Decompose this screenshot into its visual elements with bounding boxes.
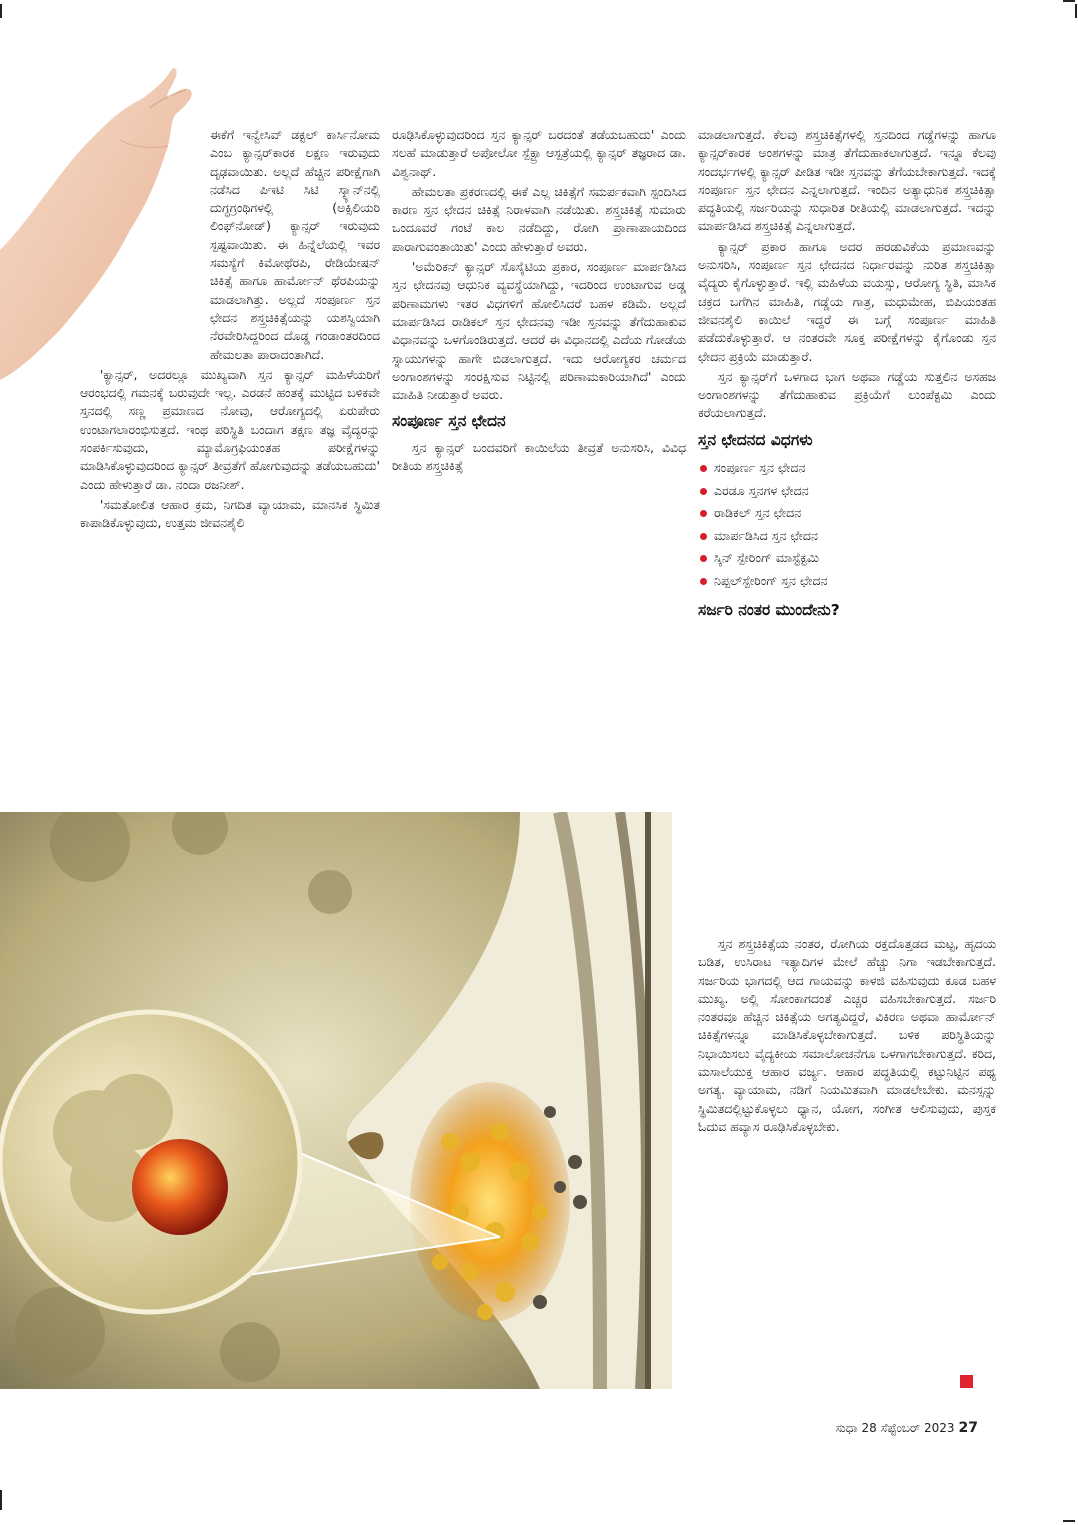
paragraph: ಸ್ತನ ಕ್ಯಾನ್ಸರ್ ಬಂದವರಿಗೆ ಕಾಯಿಲೆಯ ತೀವ್ರತೆ ಅನುಸರಿಸಿ, ವಿವಿಧ ರೀತಿಯ ಶಸ್ತ್ರಚಿಕಿತ್ಸೆ [392, 439, 686, 474]
section-heading: ಸರ್ಜರಿ ನಂತರ ಮುಂದೇನು? [698, 600, 840, 619]
list-item: ಮಾರ್ಪಡಿಸಿದ ಸ್ತನ ಛೇದನ [698, 525, 996, 548]
crop-mark [1063, 1520, 1075, 1522]
paragraph: ಈಕೆಗೆ ಇನ್ವೇಸಿವ್ ಡಕ್ಟಲ್ ಕಾರ್ಸಿನೋಮ ಎಂಬ ಕ್ಯಾನ್ಸರ್‌ಕಾರಕ ಲಕ್ಷಣ ಇರುವುದು ದೃಢವಾಯಿತು. ಅಲ್ಲದೆ ಹೆಚ್ಚಿನ ಪರೀಕ್ಷೆಗಾಗಿ ನಡೆಸಿದ ಪಿಇಟಿ ಸಿಟಿ ಸ್ಕ್ಯಾನ್‌ನಲ್ಲಿ ದುಗ್ಧಗ್ರಂಥಿಗಳಲ್ಲಿ (ಅಕ್ಸಿಲಿಯರಿ ಲಿಂಫ್‌ನೋಡ್) ಕ್ಯಾನ್ಸರ್ ಇರುವುದು ಸ್ಪಷ್ಟವಾಯಿತು. ಈ ಹಿನ್ನೆಲೆಯಲ್ಲಿ ಇವರ ಸಮಸ್ಯೆಗೆ ಕಿಮೋಥೆರಪಿ, ರೇಡಿಯೇಷನ್ ಚಿಕಿತ್ಸೆ ಹಾಗೂ ಹಾರ್ಮೋನ್ ಥೆರಪಿಯನ್ನು ಮಾಡಲಾಗಿತ್ತು. ಅಲ್ಲದೆ ಸಂಪೂರ್ಣ ಸ್ತನ ಛೇದನ ಶಸ್ತ್ರಚಿಕಿತ್ಸೆಯನ್ನು ಯಶಸ್ವಿಯಾಗಿ ನೆರವೇರಿಸಿದ್ದರಿಂದ ದೊಡ್ಡ ಗಂಡಾಂತರದಿಂದ ಹೇಮಲತಾ ಪಾರಾದಂತಾಗಿದೆ. [210, 127, 380, 362]
section-heading: ಸಂಪೂರ್ಣ ಸ್ತನ ಛೇದನ [392, 412, 506, 431]
breast-cancer-illustration [0, 812, 672, 1389]
list-item: ಸಂಪೂರ್ಣ ಸ್ತನ ಛೇದನ [698, 457, 996, 480]
paragraph: ಹೇಮಲತಾ ಪ್ರಕರಣದಲ್ಲಿ ಈಕೆ ಎಲ್ಲ ಚಿಕಿತ್ಸೆಗೆ ಸಮರ್ಪಕವಾಗಿ ಸ್ಪಂದಿಸಿದ ಕಾರಣ ಸ್ತನ ಛೇದನ ಚಿಕಿತ್ಸೆ ನಿರಾಳವಾಗಿ ನಡೆಯಿತು. ಶಸ್ತ್ರಚಿಕಿತ್ಸೆ ಸುಮಾರು ಒಂದೂವರೆ ಗಂಟೆ ಕಾಲ ನಡೆದಿದ್ದು, ರೋಗಿ ಪ್ರಾಣಾಪಾಯದಿಂದ ಪಾರಾಗುವಂತಾಯಿತು' ಎಂದು ಹೇಳುತ್ತಾರೆ ಅವರು. [392, 183, 686, 254]
list-item: ನಿಪ್ಪಲ್‌ಸ್ಪೇರಿಂಗ್ ಸ್ತನ ಛೇದನ [698, 570, 996, 593]
paragraph: 'ಕ್ಯಾನ್ಸರ್, ಅದರಲ್ಲೂ ಮುಖ್ಯವಾಗಿ ಸ್ತನ ಕ್ಯಾನ್ಸರ್ ಮಹಿಳೆಯರಿಗೆ ಆರಂಭದಲ್ಲಿ ಗಮನಕ್ಕೆ ಬರುವುದೇ ಇಲ್ಲ. ಎರಡನೆ ಹಂತಕ್ಕೆ ಮುಟ್ಟಿದ ಬಳಿಕವೇ ಸ್ತನದಲ್ಲಿ ಸಣ್ಣ ಪ್ರಮಾಣದ ನೋವು, ಆರೋಗ್ಯದಲ್ಲಿ ಏರುಪೇರು ಉಂಟಾಗಲಾರಂಭಿಸುತ್ತದೆ. ಇಂಥ ಪರಿಸ್ಥಿತಿ ಬಂದಾಗ ತಕ್ಷಣ ತಜ್ಞ ವೈದ್ಯರನ್ನು ಸಂಪರ್ಕಿಸುವುದು, ಮ್ಯಾಮೊಗ್ರಫಿಯಂತಹ ಪರೀಕ್ಷೆಗಳನ್ನು ಮಾಡಿಸಿಕೊಳ್ಳುವುದರಿಂದ ಕ್ಯಾನ್ಸರ್ ತೀವ್ರತೆಗೆ ಹೋಗುವುದನ್ನು ತಡೆಯಬಹುದು' ಎಂದು ಹೇಳುತ್ತಾರೆ ಡಾ. ನಂದಾ ರಜನೀಶ್. [80, 366, 380, 492]
section-heading: ಸ್ತನ ಛೇದನದ ವಿಧಗಳು [698, 430, 813, 449]
paragraph: 'ಅಮೆರಿಕನ್ ಕ್ಯಾನ್ಸರ್ ಸೊಸೈಟಿಯ ಪ್ರಕಾರ, ಸಂಪೂರ್ಣ ಮಾರ್ಪಡಿಸಿದ ಸ್ತನ ಛೇದನವು ಆಧುನಿಕ ವ್ಯವಸ್ಥೆಯಾಗಿದ್ದು, ಇದರಿಂದ ಉಂಟಾಗುವ ಅಡ್ಡ ಪರಿಣಾಮಗಳು ಇತರ ವಿಧಗಳಿಗೆ ಹೋಲಿಸಿದರೆ ಬಹಳ ಕಡಿಮೆ. ಅಲ್ಲದೆ ಮಾರ್ಪಡಿಸಿದ ರಾಡಿಕಲ್ ಸ್ತನ ಛೇದನವು ಇಡೀ ಸ್ತನವನ್ನು ತೆಗೆದುಹಾಕುವ ವಿಧಾನವನ್ನು ಒಳಗೊಂಡಿರುತ್ತದೆ. ಆದರೆ ಈ ವಿಧಾನದಲ್ಲಿ ಎದೆಯ ಗೋಡೆಯ ಸ್ನಾಯುಗಳನ್ನು ಹಾಗೇ ಬಿಡಲಾಗುತ್ತದೆ. ಇದು ಆರೋಗ್ಯಕರ ಚರ್ಮದ ಅಂಗಾಂಶಗಳನ್ನು ಸಂರಕ್ಷಿಸುವ ನಿಟ್ಟಿನಲ್ಲಿ ಪರಿಣಾಮಕಾರಿಯಾಗಿದೆ' ಎಂದು ಮಾಹಿತಿ ನೀಡುತ್ತಾರೆ ಅವರು. [392, 259, 686, 403]
list-item: ಸ್ಕಿನ್ ಸ್ಪೇರಿಂಗ್ ಮಾಸ್ಟೆಕ್ಟಮಿ [698, 547, 996, 570]
mastectomy-types-list [698, 457, 996, 593]
crop-mark [0, 4, 2, 18]
paragraph: 'ಸಮತೋಲಿತ ಆಹಾರ ಕ್ರಮ, ನಿಗದಿತ ವ್ಯಾಯಾಮ, ಮಾನಸಿಕ ಸ್ಥಿಮಿತ ಕಾಪಾಡಿಕೊಳ್ಳುವುದು, ಉತ್ತಮ ಜೀವನಶೈಲಿ [80, 496, 380, 531]
crop-mark [1063, 0, 1075, 2]
list-item: ರಾಡಿಕಲ್ ಸ್ತನ ಛೇದನ [698, 502, 996, 525]
paragraph: ಮಾಡಲಾಗುತ್ತದೆ. ಕೆಲವು ಶಸ್ತ್ರಚಿಕಿತ್ಸೆಗಳಲ್ಲಿ ಸ್ತನದಿಂದ ಗಡ್ಡೆಗಳನ್ನು ಹಾಗೂ ಕ್ಯಾನ್ಸರ್‌ಕಾರಕ ಅಂಶಗಳನ್ನು ಮಾತ್ರ ತೆಗೆದುಹಾಕಲಾಗುತ್ತದೆ. ಇನ್ನೂ ಕೆಲವು ಸಂದರ್ಭಗಳಲ್ಲಿ ಕ್ಯಾನ್ಸರ್ ಪೀಡಿತ ಇಡೀ ಸ್ತನವನ್ನು ತೆಗೆಯಬೇಕಾಗುತ್ತದೆ. ಇದಕ್ಕೆ ಸಂಪೂರ್ಣ ಸ್ತನ ಛೇದನ ಎನ್ನಲಾಗುತ್ತದೆ. ಇಂದಿನ ಅತ್ಯಾಧುನಿಕ ಶಸ್ತ್ರಚಿಕಿತ್ಸಾ ಪದ್ಧತಿಯಲ್ಲಿ ಸರ್ಜರಿಯನ್ನು ಸುಧಾರಿತ ರೀತಿಯಲ್ಲಿ ಮಾಡಲಾಗುತ್ತದೆ. ಇದನ್ನು ಮಾರ್ಪಡಿಸಿದ ಶಸ್ತ್ರಚಿಕಿತ್ಸೆ ಎನ್ನಲಾಗುತ್ತದೆ. [698, 127, 996, 234]
article-column-3-continued [698, 935, 996, 1138]
article-column-1 [80, 126, 380, 535]
article-column-3 [698, 126, 996, 627]
end-of-article-marker [960, 1375, 973, 1388]
page-number: 27 [958, 1420, 978, 1436]
paragraph: ಕ್ಯಾನ್ಸರ್ ಪ್ರಕಾರ ಹಾಗೂ ಅದರ ಹರಡುವಿಕೆಯ ಪ್ರಮಾಣವನ್ನು ಅನುಸರಿಸಿ, ಸಂಪೂರ್ಣ ಸ್ತನ ಛೇದನದ ನಿರ್ಧಾರವನ್ನು ನುರಿತ ಶಸ್ತ್ರಚಿಕಿತ್ಸಾ ವೈದ್ಯರು ಕೈಗೊಳ್ಳುತ್ತಾರೆ. ಇಲ್ಲಿ ಮಹಿಳೆಯ ವಯಸ್ಸು, ಆರೋಗ್ಯ ಸ್ಥಿತಿ, ಮಾಸಿಕ ಚಕ್ರದ ಬಗೆಗಿನ ಮಾಹಿತಿ, ಗಡ್ಡೆಯ ಗಾತ್ರ, ಮಧುಮೇಹ, ಬಿಪಿಯಂತಹ ಜೀವನಶೈಲಿ ಕಾಯಿಲೆ ಇದ್ದರೆ ಈ ಬಗ್ಗೆ ಸಂಪೂರ್ಣ ಮಾಹಿತಿ ಪಡೆದುಕೊಳ್ಳುತ್ತಾರೆ. ಆ ನಂತರವೇ ಸೂಕ್ತ ಪರೀಕ್ಷೆಗಳನ್ನು ಕೈಗೊಂಡು ಸ್ತನ ಛೇದನ ಪ್ರಕ್ರಿಯೆ ಮಾಡುತ್ತಾರೆ. [698, 238, 996, 364]
article-column-2 [392, 126, 686, 477]
list-item: ಎರಡೂ ಸ್ತನಗಳ ಛೇದನ [698, 480, 996, 503]
paragraph: ಸ್ತನ ಕ್ಯಾನ್ಸರ್‌ಗೆ ಒಳಗಾದ ಭಾಗ ಅಥವಾ ಗಡ್ಡೆಯ ಸುತ್ತಲಿನ ಅಸಹಜ ಅಂಗಾಂಶಗಳನ್ನು ತೆಗೆದುಹಾಕುವ ಪ್ರಕ್ರಿಯೆಗೆ ಲುಂಪೆಕ್ಟಮಿ ಎಂದು ಕರೆಯಲಾಗುತ್ತದೆ. [698, 368, 996, 421]
issue-info: ಸುಧಾ 28 ಸೆಪ್ಟೆಂಬರ್ 2023 [835, 1421, 955, 1435]
crop-mark [0, 1490, 2, 1510]
paragraph: ರೂಢಿಸಿಕೊಳ್ಳುವುದರಿಂದ ಸ್ತನ ಕ್ಯಾನ್ಸರ್ ಬರದಂತೆ ತಡೆಯಬಹುದು' ಎಂದು ಸಲಹೆ ಮಾಡುತ್ತಾರೆ ಅಪೋಲೋ ಸ್ಪೆಕ್ಟ್ರಾ ಆಸ್ಪತ್ರೆಯಲ್ಲಿ ಕ್ಯಾನ್ಸರ್ ತಜ್ಞರಾದ ಡಾ. ವಿಶ್ವನಾಥ್. [392, 127, 686, 179]
crop-mark [1075, 4, 1077, 18]
page-footer [808, 1420, 978, 1436]
paragraph: ಸ್ತನ ಶಸ್ತ್ರಚಿಕಿತ್ಸೆಯ ನಂತರ, ರೋಗಿಯ ರಕ್ತದೊತ್ತಡದ ಮಟ್ಟ, ಹೃದಯ ಬಡಿತ, ಉಸಿರಾಟ ಇತ್ಯಾದಿಗಳ ಮೇಲೆ ಹೆಚ್ಚು ನಿಗಾ ಇಡಬೇಕಾಗುತ್ತದೆ. ಸರ್ಜರಿಯ ಭಾಗದಲ್ಲಿ ಆದ ಗಾಯವನ್ನು ಕಾಳಜಿ ವಹಿಸುವುದು ಕೂಡ ಬಹಳ ಮುಖ್ಯ. ಅಲ್ಲಿ ಸೋಂಕಾಗದಂತೆ ಎಚ್ಚರ ವಹಿಸಬೇಕಾಗುತ್ತದೆ. ಸರ್ಜರಿ ನಂತರವೂ ಹೆಚ್ಚಿನ ಚಿಕಿತ್ಸೆಯ ಅಗತ್ಯವಿದ್ದರೆ, ವಿಕಿರಣ ಅಥವಾ ಹಾರ್ಮೋನ್ ಚಿಕಿತ್ಸೆಗಳನ್ನೂ ಮಾಡಿಸಿಕೊಳ್ಳಬೇಕಾಗುತ್ತದೆ. ಬಳಿಕ ಪರಿಸ್ಥಿತಿಯನ್ನು ನಿಭಾಯಿಸಲು ವೈದ್ಯಕೀಯ ಸಮಾಲೋಚನೆಗೂ ಒಳಗಾಗಬೇಕಾಗುತ್ತದೆ. ಕರಿದ, ಮಸಾಲೆಯುಕ್ತ ಆಹಾರ ವರ್ಜ್ಯ. ಆಹಾರ ಪದ್ಧತಿಯಲ್ಲಿ ಕಟ್ಟುನಿಟ್ಟಿನ ಪಥ್ಯ ಅಗತ್ಯ. ವ್ಯಾಯಾಮ, ನಡಿಗೆ ನಿಯಮಿತವಾಗಿ ಮಾಡಲೇಬೇಕು. ಮನಸ್ಸನ್ನು ಸ್ಥಿಮಿತದಲ್ಲಿಟ್ಟುಕೊಳ್ಳಲು ಧ್ಯಾನ, ಯೋಗ, ಸಂಗೀತ ಆಲಿಸುವುದು, ಪುಸ್ತಕ ಓದುವ ಹವ್ಯಾಸ ರೂಢಿಸಿಕೊಳ್ಳಬೇಕು. [698, 936, 996, 1134]
